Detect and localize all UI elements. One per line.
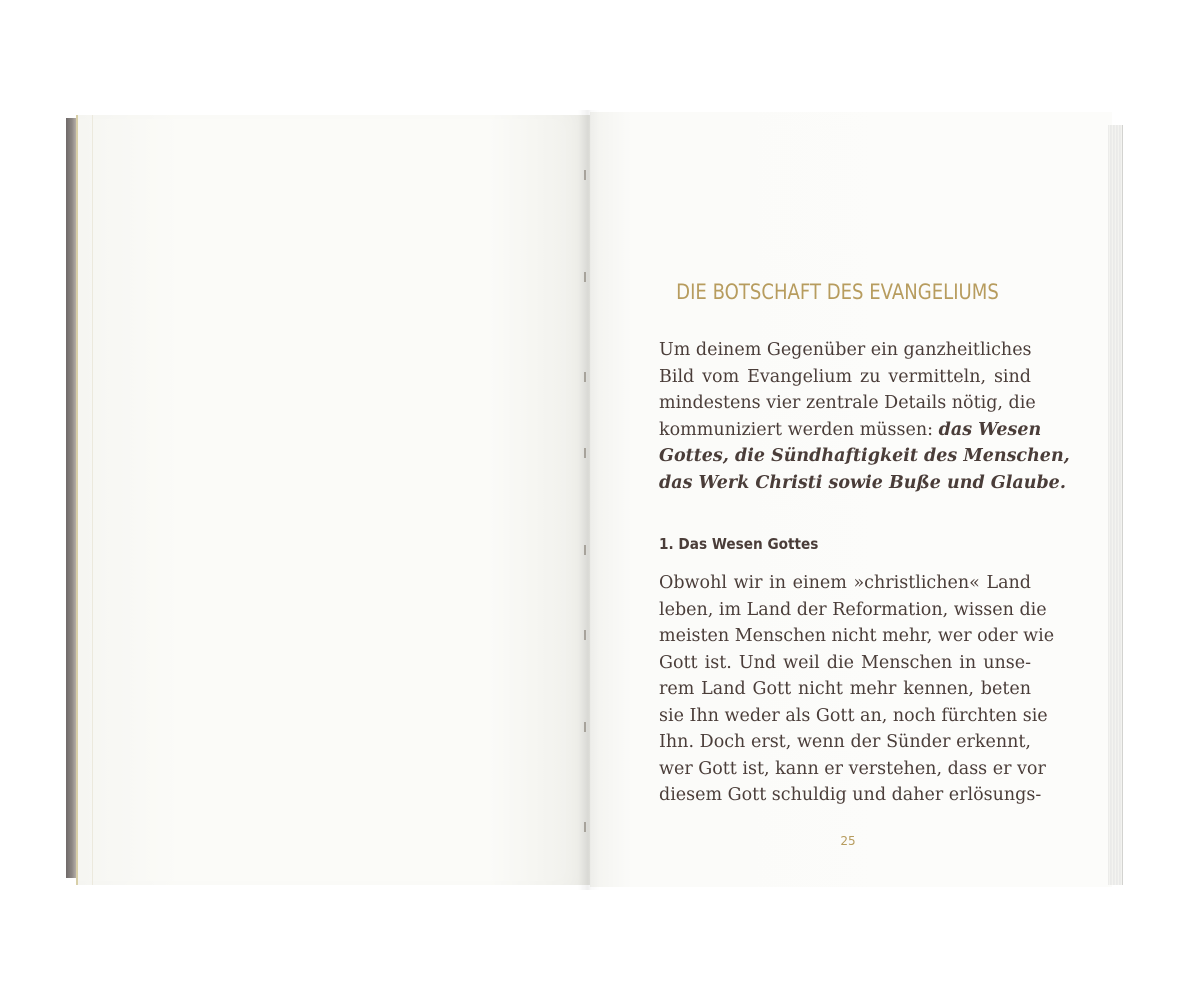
intro-line: Um deinem Gegenüber ein ganzheitliches bbox=[659, 340, 1032, 360]
chapter-title: DIE BOTSCHAFT DES EVANGELIUMS bbox=[676, 280, 999, 304]
intro-line: Bild vom Evangelium zu vermitteln, sind bbox=[659, 366, 1031, 387]
intro-emphasis-line: Gottes, die Sündhaftigkeit des Menschen, bbox=[659, 446, 1070, 466]
binding-stitch bbox=[584, 822, 586, 832]
section-paragraph bbox=[659, 570, 1055, 809]
page-stack-edge bbox=[1108, 125, 1123, 885]
binding-stitch bbox=[584, 722, 586, 732]
page-number: 25 bbox=[840, 834, 856, 848]
section-line: sie Ihn weder als Gott an, noch fürchten sie bbox=[659, 705, 1048, 726]
section-line: meisten Menschen nicht mehr, wer oder wie bbox=[659, 626, 1055, 646]
intro-line-mixed bbox=[659, 417, 1042, 444]
binding-stitch bbox=[584, 630, 586, 640]
left-page-edge-line bbox=[92, 115, 93, 885]
section-heading: 1. Das Wesen Gottes bbox=[659, 535, 819, 553]
binding-stitch bbox=[584, 170, 586, 180]
section-line: Gott ist. Und weil die Menschen in unse- bbox=[659, 652, 1031, 673]
section-line: wer Gott ist, kann er verstehen, dass er vor bbox=[659, 758, 1046, 779]
section-line: leben, im Land der Reformation, wissen die bbox=[659, 599, 1047, 620]
book-spine-edge bbox=[66, 118, 76, 878]
binding-stitch bbox=[584, 545, 586, 555]
binding-stitch bbox=[584, 448, 586, 458]
section-line: Ihn. Doch erst, wenn der Sünder erkennt, bbox=[659, 732, 1031, 752]
binding-stitch bbox=[584, 272, 586, 282]
intro-emphasis: das Wesen bbox=[938, 419, 1042, 440]
section-line: rem Land Gott nicht mehr kennen, beten bbox=[659, 679, 1031, 699]
section-line: Obwohl wir in einem »christlichen« Land bbox=[659, 573, 1031, 593]
left-page-blank bbox=[76, 115, 592, 885]
book-gutter bbox=[578, 110, 600, 890]
binding-stitch bbox=[584, 372, 586, 382]
intro-line: mindestens vier zentrale Details nötig, die bbox=[659, 393, 1036, 413]
intro-line: kommuniziert werden müssen: bbox=[659, 419, 934, 440]
intro-emphasis-line: das Werk Christi sowie Buße und Glaube. bbox=[659, 472, 1066, 493]
section-line: diesem Gott schuldig und daher erlösungs- bbox=[659, 785, 1042, 805]
intro-paragraph bbox=[659, 337, 1070, 496]
